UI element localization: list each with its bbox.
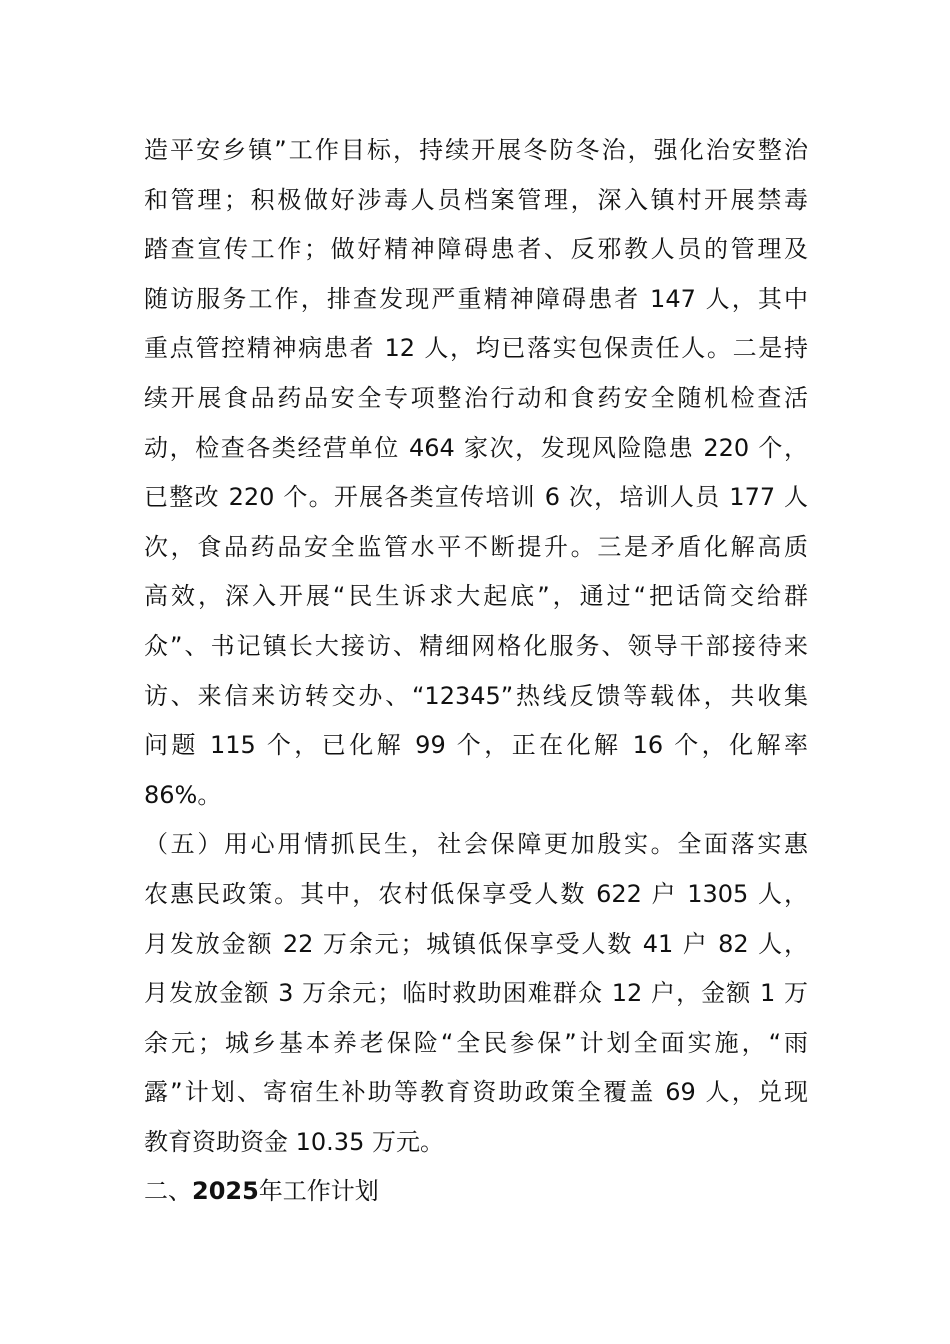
text-line: 造平安乡镇”工作目标，持续开展冬防冬治，强化治安整治 xyxy=(144,136,808,164)
paragraph-public-safety xyxy=(144,126,808,820)
text-line: 问题 115 个，已化解 99 个，正在化解 16 个，化解率 xyxy=(144,731,808,760)
heading-prefix: 二、 xyxy=(144,1177,192,1206)
text-line: 踏查宣传工作；做好精神障碍患者、反邪教人员的管理及 xyxy=(144,235,808,264)
text-line: 次，食品药品安全监管水平不断提升。三是矛盾化解高质 xyxy=(144,532,808,561)
text-line: 月发放金额 22 万余元；城镇低保享受人数 41 户 82 人， xyxy=(144,929,808,958)
heading-suffix: 年工作计划 xyxy=(258,1177,379,1206)
text-line: 86%。 xyxy=(144,780,222,809)
text-line: 露”计划、寄宿生补助等教育资助政策全覆盖 69 人，兑现 xyxy=(144,1078,808,1107)
text-line: 随访服务工作，排查发现严重精神障碍患者 147 人，其中 xyxy=(144,284,808,313)
text-line: 教育资助资金 10.35 万元。 xyxy=(144,1127,444,1156)
paragraph-social-security xyxy=(144,820,808,1167)
section-heading-2025-plan xyxy=(144,1167,808,1217)
text-line: 余元；城乡基本养老保险“全民参保”计划全面实施，“雨 xyxy=(144,1028,808,1057)
text-line: 月发放金额 3 万余元；临时救助困难群众 12 户，金额 1 万 xyxy=(144,979,808,1008)
text-line: 和管理；积极做好涉毒人员档案管理，深入镇村开展禁毒 xyxy=(144,185,808,214)
text-line: 访、来信来访转交办、“12345”热线反馈等载体，共收集 xyxy=(144,681,808,710)
document-body xyxy=(144,126,808,1217)
text-line: 众”、书记镇长大接访、精细网格化服务、领导干部接待来 xyxy=(144,631,808,660)
text-line: 重点管控精神病患者 12 人，均已落实包保责任人。二是持 xyxy=(144,334,808,363)
text-line: （五）用心用情抓民生，社会保障更加殷实。全面落实惠 xyxy=(144,830,808,859)
text-line: 动，检查各类经营单位 464 家次，发现风险隐患 220 个， xyxy=(144,433,808,462)
text-line: 农惠民政策。其中，农村低保享受人数 622 户 1305 人， xyxy=(144,879,808,908)
text-line: 已整改 220 个。开展各类宣传培训 6 次，培训人员 177 人 xyxy=(144,483,808,512)
text-line: 续开展食品药品安全专项整治行动和食药安全随机检查活 xyxy=(144,383,808,412)
heading-year: 2025 xyxy=(192,1177,259,1206)
text-line: 高效，深入开展“民生诉求大起底”，通过“把话筒交给群 xyxy=(144,582,808,611)
